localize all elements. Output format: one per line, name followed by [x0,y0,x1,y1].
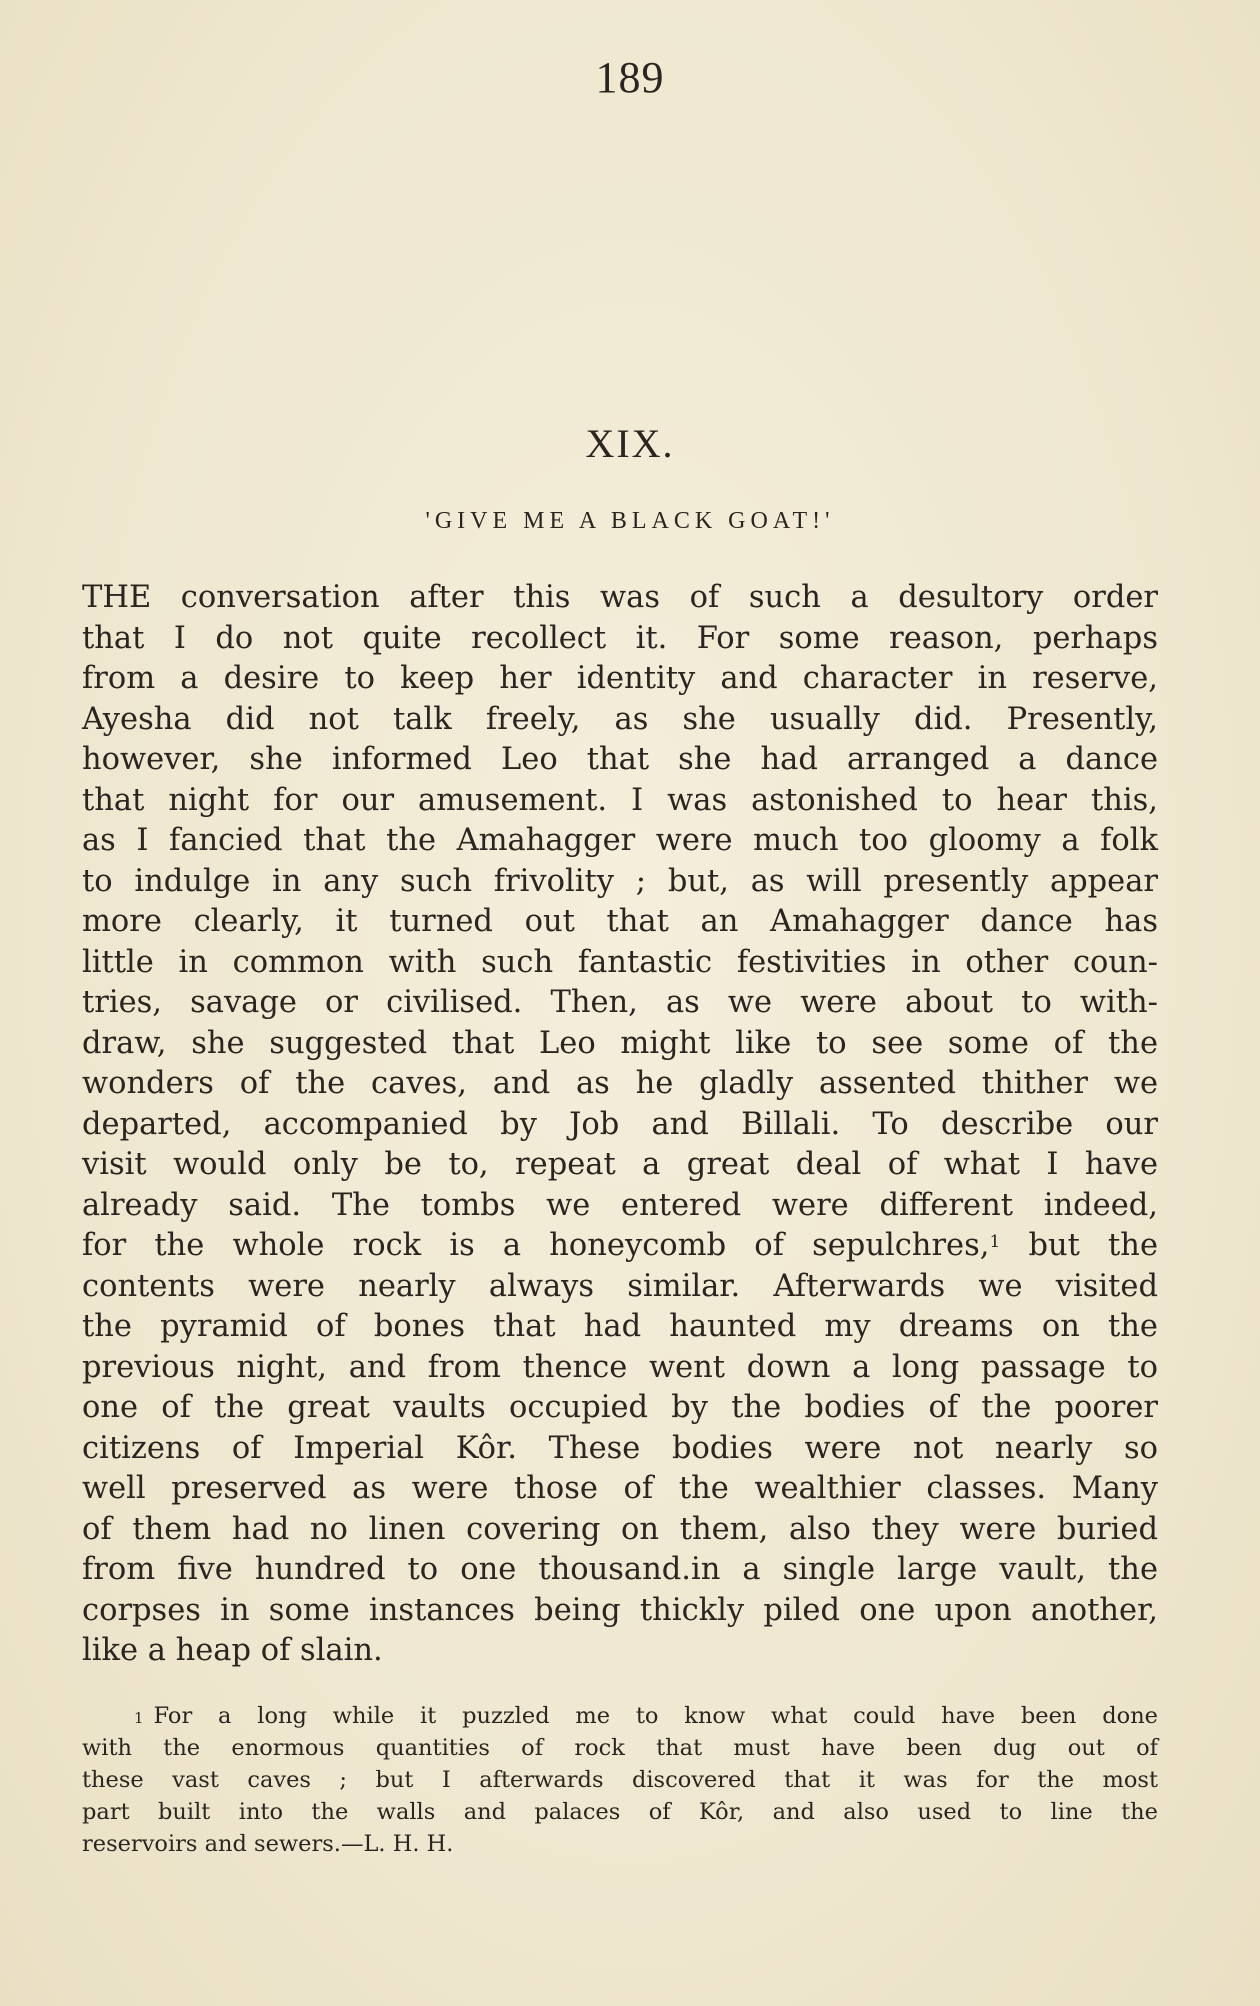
body-line: however, she informed Leo that she had arranged a dance [82,742,1158,777]
body-line: that night for our amusement. I was astonished to hear this, [82,782,1158,818]
footnote-line: with the enormous quantities of rock that must have been dug out of [82,1735,1158,1761]
footnote-line [82,1700,1158,1732]
body-line: tries, savage or civilised. Then, as we were about to with- [82,985,1158,1020]
body-line-with-footnote [82,1226,1158,1267]
body-line: THE conversation after this was of such a desultory order [82,580,1158,615]
chapter-title: 'GIVE ME A BLACK GOAT!' [425,508,835,534]
footnote-reference[interactable]: 1 [989,1232,1001,1252]
body-line: departed, accompanied by Job and Billali. To describe our [82,1106,1158,1142]
body-line: corpses in some instances being thickly piled one upon another, [82,1592,1158,1628]
body-line: from a desire to keep her identity and character in reserve, [82,661,1158,696]
body-line: from five hundred to one thousand.in a single large vault, the [82,1552,1158,1587]
body-line: the pyramid of bones that had haunted my dreams on the [82,1309,1158,1344]
body-line: wonders of the caves, and as he gladly assented thither we [82,1066,1158,1101]
body-line: one of the great vaults occupied by the bodies of the poorer [82,1390,1158,1425]
body-line: draw, she suggested that Leo might like to see some of the [82,1025,1158,1061]
footnote-line: reservoirs and sewers.—L. H. H. [82,1831,454,1857]
body-line: already said. The tombs we entered were different indeed, [82,1187,1158,1223]
page-number: 189 [595,53,665,102]
body-line-text-suffix: but the [1000,1228,1158,1263]
body-line: as I fancied that the Amahagger were much too gloomy a folk [82,823,1158,858]
footnote-line-text: For a long while it puzzled me to know what could have been done [153,1703,1158,1729]
body-line: visit would only be to, repeat a great deal of what I have [82,1147,1158,1182]
body-line: well preserved as were those of the wealthier classes. Many [82,1471,1158,1506]
body-line: citizens of Imperial Kôr. These bodies were not nearly so [82,1430,1158,1466]
footnote-marker: 1 [134,1709,144,1727]
body-line: of them had no linen covering on them, also they were buried [82,1511,1158,1547]
body-line: more clearly, it turned out that an Amahagger dance has [82,904,1158,939]
footnote-line: these vast caves ; but I afterwards discovered that it was for the most [82,1767,1158,1793]
footnote-line: part built into the walls and palaces of Kôr, and also used to line the [82,1799,1158,1825]
body-line: like a heap of slain. [82,1633,383,1668]
chapter-body-text [82,578,1158,1672]
body-line: Ayesha did not talk freely, as she usually did. Presently, [82,701,1158,737]
body-line: little in common with such fantastic festivities in other coun- [82,944,1158,980]
body-line: previous night, and from thence went down a long passage to [82,1349,1158,1385]
body-line: to indulge in any such frivolity ; but, as will presently appear [82,863,1158,899]
body-line: that I do not quite recollect it. For some reason, perhaps [82,620,1158,656]
body-line: contents were nearly always similar. Afterwards we visited [82,1268,1158,1304]
footnote [82,1700,1158,1860]
chapter-number: XIX. [585,421,675,466]
body-line-text: for the whole rock is a honeycomb of sepulchres, [82,1228,990,1263]
